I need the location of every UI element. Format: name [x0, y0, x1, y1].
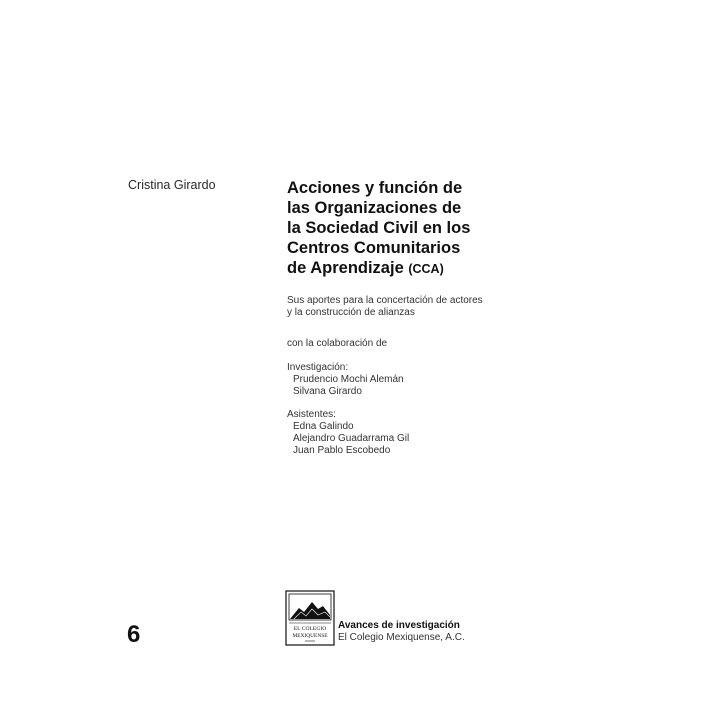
series-number: 6: [127, 621, 141, 648]
publisher-name: El Colegio Mexiquense, A.C.: [338, 632, 465, 643]
svg-text:EL COLEGIO: EL COLEGIO: [293, 626, 327, 632]
assistant-member: Edna Galindo: [293, 421, 354, 432]
assistant-member: Alejandro Guadarrama Gil: [293, 433, 410, 444]
research-team: [287, 362, 404, 398]
title-acronym: (CCA): [408, 262, 444, 276]
author-name: Cristina Girardo: [128, 178, 216, 192]
book-subtitle: [287, 295, 483, 319]
collaboration-note: con la colaboración de: [287, 338, 388, 349]
title-line: Acciones y función de: [287, 179, 463, 197]
title-line: [287, 258, 547, 279]
research-member: Prudencio Mochi Alemán: [293, 374, 404, 385]
assistants-team: [287, 409, 409, 457]
research-label: Investigación:: [287, 362, 349, 373]
subtitle-line: y la construcción de alianzas: [287, 307, 415, 318]
research-member: Silvana Girardo: [293, 386, 362, 397]
title-line-text: de Aprendizaje: [287, 259, 404, 277]
subtitle-line: Sus aportes para la concertación de actores: [287, 295, 483, 306]
series-info: [338, 620, 465, 644]
assistants-label: Asistentes:: [287, 409, 336, 420]
svg-text:MEXIQUENSE: MEXIQUENSE: [292, 633, 328, 639]
colegio-mexiquense-logo-icon: [285, 590, 335, 646]
book-title: [287, 178, 547, 279]
assistant-member: Juan Pablo Escobedo: [293, 445, 391, 456]
title-line: la Sociedad Civil en los: [287, 219, 471, 237]
title-line: las Organizaciones de: [287, 199, 462, 217]
title-line: Centros Comunitarios: [287, 239, 461, 257]
series-name: Avances de investigación: [338, 620, 460, 631]
